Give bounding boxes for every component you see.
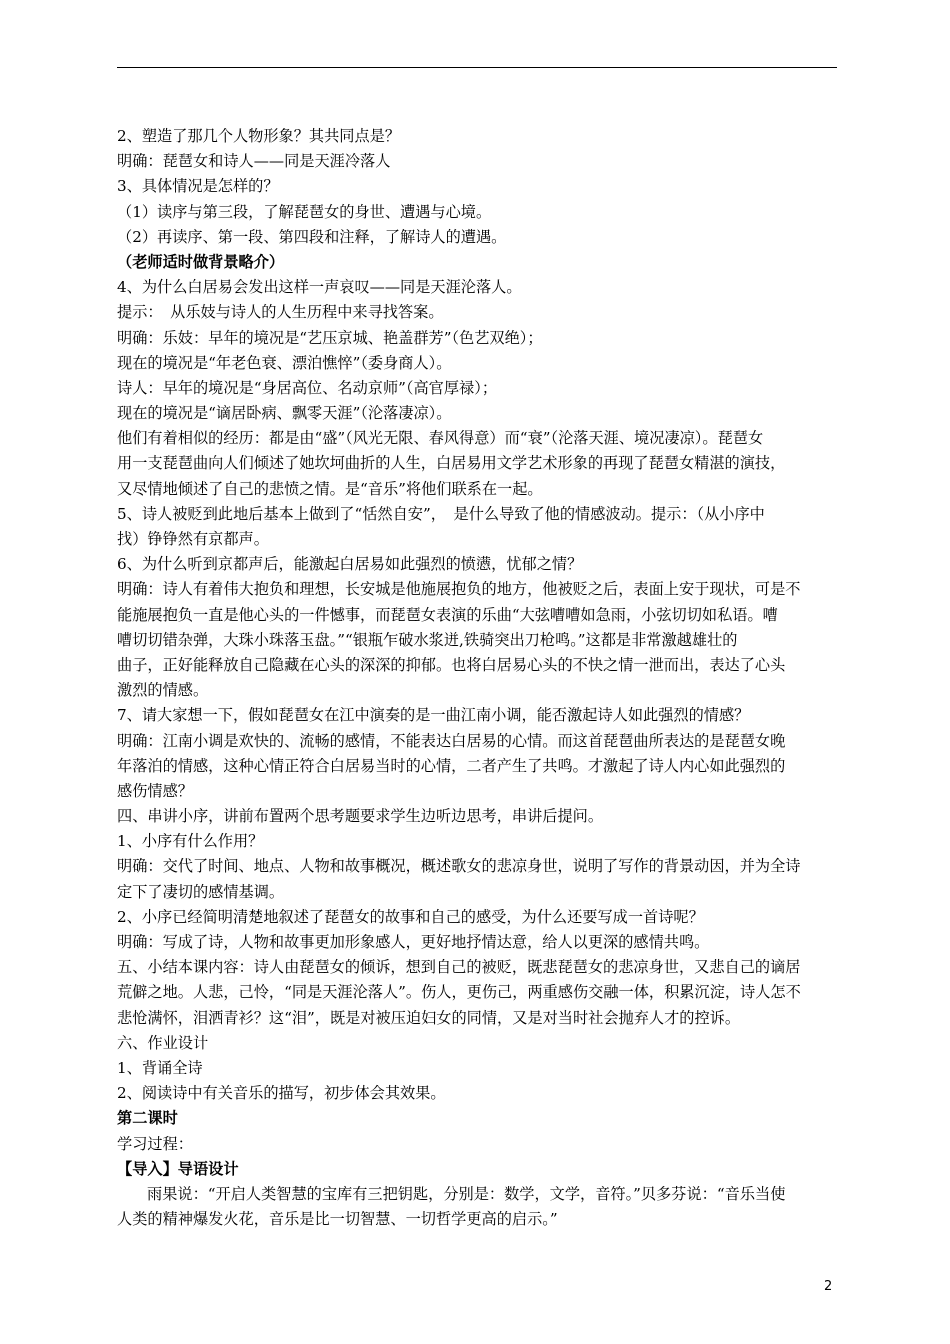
text-line: 6、为什么听到京都声后，能激起白居易如此强烈的愤懑，忧郁之情？	[117, 555, 583, 574]
text-line: （1）读序与第三段，了解琵琶女的身世、遭遇与心境。	[117, 202, 492, 221]
text-line: 提示： 从乐妓与诗人的人生历程中来寻找答案。	[117, 303, 444, 322]
section-heading: 第二课时	[117, 1109, 178, 1128]
text-line: 明确：琵琶女和诗人——同是天涯冷落人	[117, 152, 391, 171]
section-heading: （老师适时做背景略介）	[117, 252, 285, 271]
document-body	[117, 124, 839, 1232]
text-line: 明确：诗人有着伟大抱负和理想，长安城是他施展抱负的地方，他被贬之后，表面上安于现状，可是不	[117, 580, 801, 599]
section-heading: 【导入】导语设计	[117, 1159, 239, 1178]
page-number: 2	[824, 1279, 833, 1294]
text-line: 人类的精神爆发火花，音乐是比一切智慧、一切哲学更高的启示。”	[117, 1210, 558, 1229]
text-line: 2、塑造了那几个人物形象？其共同点是？	[117, 127, 401, 145]
header-rule	[117, 67, 837, 68]
text-line: 明确：交代了时间、地点、人物和故事概况，概述歌女的悲凉身世，说明了写作的背景动因，并为全诗	[117, 857, 801, 876]
text-line: 现在的境况是“谪居卧病、飘零天涯”（沦落凄凉）。	[117, 404, 452, 423]
text-line: 悲怆满怀，泪洒青衫？这“泪”，既是对被压迫妇女的同情，又是对当时社会抛弃人才的控诉。	[117, 1008, 741, 1027]
text-line: 明确：江南小调是欢快的、流畅的感情，不能表达白居易的心情。而这首琵琶曲所表达的是琵琶女晚	[117, 731, 786, 750]
text-line: 现在的境况是“年老色衰、漂泊憔悴”（委身商人）。	[117, 353, 452, 372]
text-line: 4、为什么白居易会发出这样一声哀叹——同是天涯沦落人。	[117, 278, 522, 297]
text-line: 找）铮铮然有京都声。	[117, 530, 269, 548]
text-line: 诗人：早年的境况是“身居高位、名动京师”（高官厚禄）；	[117, 378, 498, 397]
text-line: 四、串讲小序，讲前布置两个思考题要求学生边听边思考，串讲后提问。	[117, 807, 603, 826]
text-line: 2、小序已经简明清楚地叙述了琵琶女的故事和自己的感受，为什么还要写成一首诗呢？	[117, 907, 704, 926]
text-line: 明确：写成了诗，人物和故事更加形象感人，更好地抒情达意，给人以更深的感情共鸣。	[117, 933, 710, 951]
text-line: 2、阅读诗中有关音乐的描写，初步体会其效果。	[117, 1084, 446, 1103]
text-line: 年落泊的情感，这种心情正符合白居易当时的心情，二者产生了共鸣。才激起了诗人内心如此强烈的	[117, 756, 786, 775]
text-line: 雨果说：“开启人类智慧的宝库有三把钥匙，分别是：数学，文学，音符。”贝多芬说：“音乐当使	[147, 1184, 786, 1203]
text-line: 定下了凄切的感情基调。	[117, 882, 285, 901]
text-line: 感伤情感？	[117, 781, 193, 800]
text-line: 5、诗人被贬到此地后基本上做到了“恬然自安”， 是什么导致了他的情感波动。提示：（从小序中	[117, 504, 765, 523]
text-line: 嘈切切错杂弹，大珠小珠落玉盘。”“银瓶乍破水浆迸,铁骑突出刀枪鸣。”这都是非常激越雄壮的	[117, 630, 738, 649]
text-line: 荒僻之地。人悲，己怜，“同是天涯沦落人”。伤人，更伤己，两重感伤交融一体，积累沉淀，诗人怎不	[117, 983, 801, 1002]
text-line: 学习过程：	[117, 1134, 193, 1153]
text-line: 他们有着相似的经历：都是由“盛”（风光无限、春风得意）而“衰”（沦落天涯、境况凄凉）。琵琶女	[117, 429, 764, 448]
text-line: 1、小序有什么作用？	[117, 832, 264, 851]
text-line: 六、作业设计	[117, 1033, 209, 1052]
text-line: 又尽情地倾述了自己的悲愤之情。是“音乐”将他们联系在一起。	[117, 479, 543, 498]
text-line: 五、小结本课内容：诗人由琵琶女的倾诉，想到自己的被贬，既悲琵琶女的悲凉身世，又悲自己的谪居	[117, 958, 801, 977]
text-line: 3、具体情况是怎样的？	[117, 177, 279, 196]
text-line: 用一支琵琶曲向人们倾述了她坎坷曲折的人生，白居易用文学艺术形象的再现了琵琶女精湛的演技，	[117, 454, 786, 473]
text-line: （2）再读序、第一段、第四段和注释，了解诗人的遭遇。	[117, 227, 507, 246]
text-line: 1、背诵全诗	[117, 1058, 203, 1077]
text-line: 明确：乐妓：早年的境况是“艺压京城、艳盖群芳”（色艺双绝）；	[117, 328, 543, 347]
text-line: 曲子，正好能释放自己隐藏在心头的深深的抑郁。也将白居易心头的不快之情一泄而出，表达了心头	[117, 655, 786, 674]
text-line: 7、请大家想一下，假如琵琶女在江中演奏的是一曲江南小调，能否激起诗人如此强烈的情感？	[117, 706, 750, 725]
text-line: 能施展抱负一直是他心头的一件憾事，而琵琶女表演的乐曲“大弦嘈嘈如急雨，小弦切切如私语。嘈	[117, 605, 778, 624]
text-line: 激烈的情感。	[117, 681, 209, 700]
